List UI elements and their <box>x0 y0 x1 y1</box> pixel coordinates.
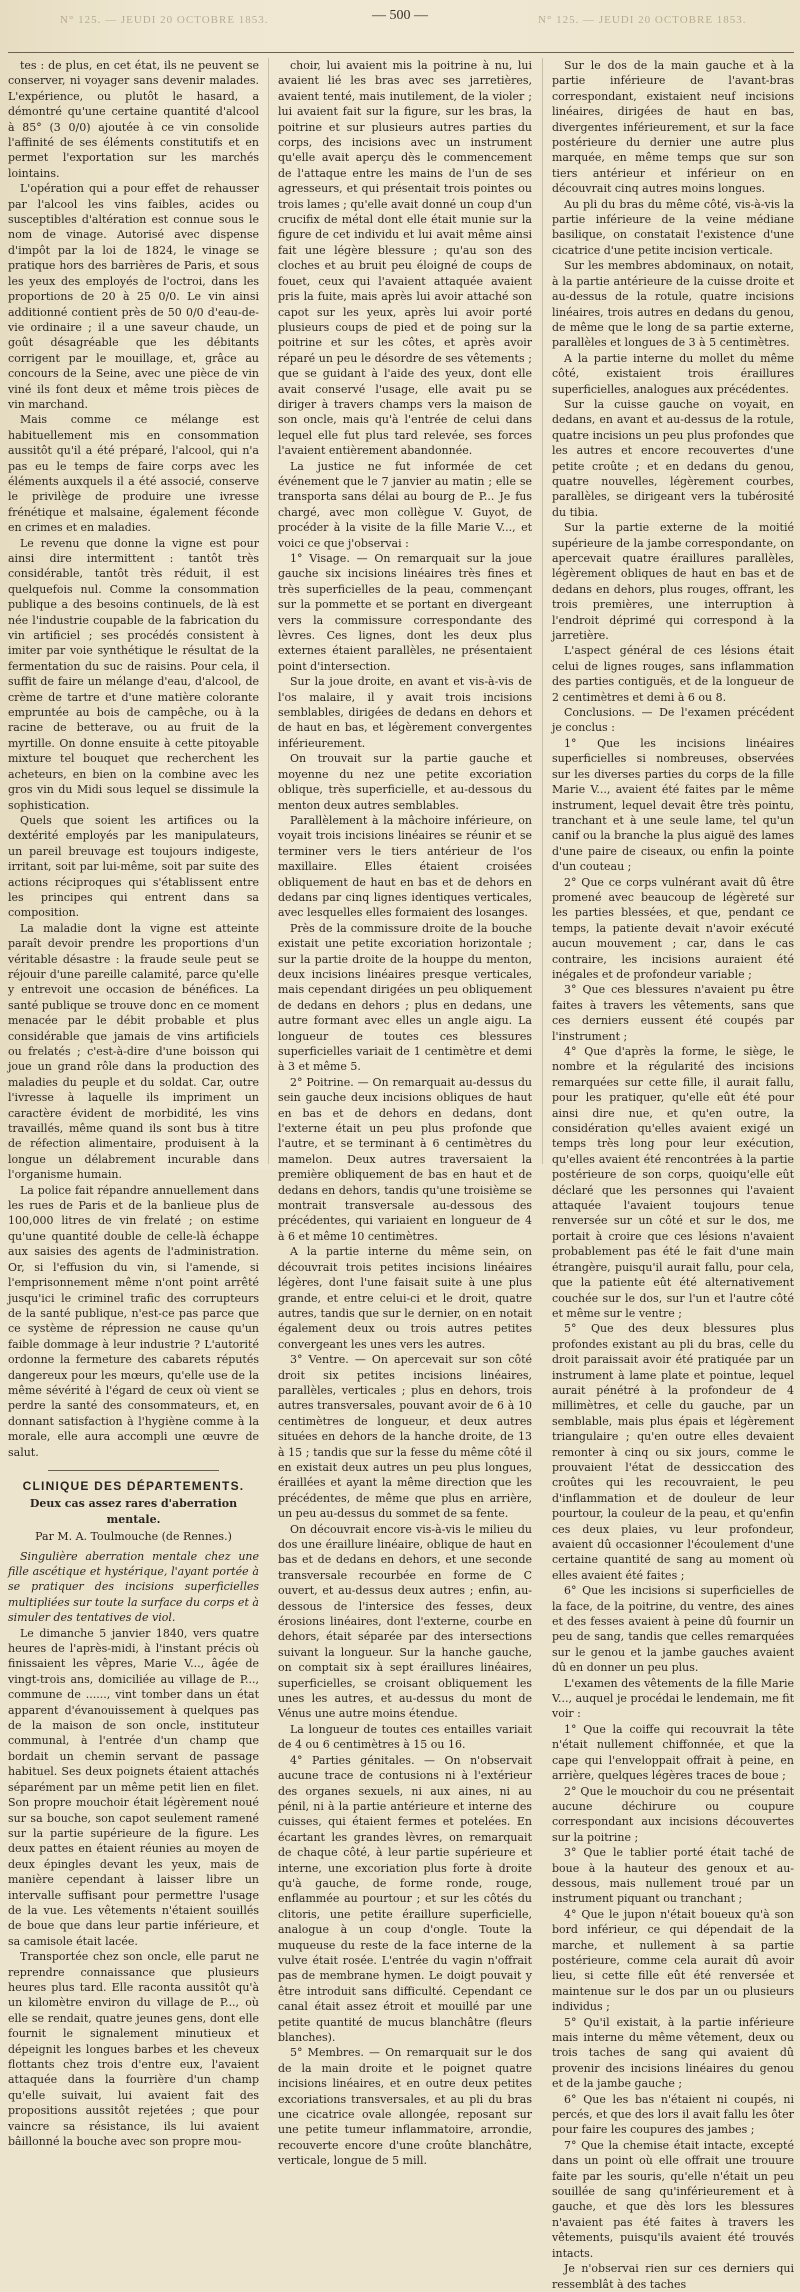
paragraph: 6° Que les incisions si superficielles de la face, de la poitrine, du ventre, des aines et des fesses avaient à peine dû fournir un peu de sang, tandis que celles remarquées sur le genou et la jambe gauches avaient dû en donner un peu plus. <box>552 1584 794 1675</box>
paragraph: 3° Que le tablier porté était taché de boue à la hauteur des genoux et au-dessous, mais nullement troué par un instrument piquant ou tranchant ; <box>552 1846 794 1906</box>
page-header <box>0 8 800 34</box>
paragraph: La police fait répandre annuellement dans les rues de Paris et de la banlieue plus de 100,000 litres de vin frelaté ; on estime qu'une quantité double de celle-là échappe aux saisies des agents de l'administration. Or, si l'effusion du vin, si l'amende, si l'emprisonnement même n'ont point arrêté jusqu'ici le criminel trafic des corrupteurs de la santé publique, n'est-ce pas parce que ce système de répression ne cause qu'un faible dommage à leur industrie ? L'autorité ordonne la fermeture des cabarets réputés dangereux pour les mœurs, qu'elle use de la même sévérité à l'égard de ceux où vient se perdre la santé des consommateurs, et, en donnant satisfaction à l'hygiène comme à la morale, elle aura accompli une œuvre de salut. <box>8 1183 259 1459</box>
paragraph: Sur la cuisse gauche on voyait, en dedans, en avant et au-dessus de la rotule, quatre incisions un peu plus profondes que les autres et encore recouvertes d'une petite croûte ; et en dedans du genou, quatre nouvelles, légèrement courbes, parallèles, se dirigeant vers la tubérosité du tibia. <box>552 397 794 519</box>
paragraph: 4° Que le jupon n'était boueux qu'à son bord inférieur, ce qui dépendait de la marche, et nullement à sa partie postérieure, comme cela aurait dû avoir lieu, si cette fille eût été renversée et maintenue sur le dos par un ou plusieurs individus ; <box>552 1907 794 2014</box>
paragraph: 1° Que les incisions linéaires superficielles si nombreuses, observées sur les diverses parties du corps de la fille Marie V..., avaient été faites par le même instrument, lequel devait être très pointu, tranchant et à une seule lame, tel qu'un canif ou la branche la plus aiguë des lames d'une paire de ciseaux, ou enfin la pointe d'un couteau ; <box>552 736 794 874</box>
paragraph: 2° Que le mouchoir du cou ne présentait aucune déchirure ou coupure correspondant aux incisions découvertes sur la poitrine ; <box>552 1784 794 1844</box>
paragraph: Transportée chez son oncle, elle parut ne reprendre connaissance que plusieurs heures plus tard. Elle raconta aussitôt qu'à un kilomètre environ du village de P..., où elle se rendait, quatre jeunes gens, dont elle fournit le signalement minutieux et dépeignit les longues barbes et les cheveux flottants chez trois d'entre eux, l'avaient attaquée dans la fourrière d'un champ qu'elle suivait, lui avaient fait des propositions aussitôt rejetées ; que pour vaincre sa résistance, ils lui avaient bâillonné la bouche avec son propre mou- <box>8 1950 259 2149</box>
article-title: Deux cas assez rares d'aberration mentale. <box>29 1497 238 1526</box>
paragraph: Le dimanche 5 janvier 1840, vers quatre heures de l'après-midi, à l'instant précis où finissaient les vêpres, Marie V..., âgée de vingt-trois ans, domiciliée au village de P..., commune de ......, vint tomber dans un état apparent d'évanouissement à quelques pas de la maison de son oncle, instituteur communal, à l'entrée d'un champ que bordait un chemin servant de passage habituel. Ses deux poignets étaient attachés séparément par un même petit lien en filet. Son propre mouchoir était légèrement noué sur sa bouche, son capot seulement ramené sur la partie supérieure de la figure. Les deux pattes en étaient réunies au moyen de deux épingles devant les yeux, mais de manière cependant à laisser libre un intervalle suffisant pour permettre l'usage de la vue. Les vêtements n'étaient souillés de boue que dans leur partie inférieure, et sa camisole était lacée. <box>8 1626 259 1948</box>
paragraph: 6° Que les bas n'étaient ni coupés, ni percés, et que des lors il avait fallu les ôter pour faire les coupures des jambes ; <box>552 2092 794 2137</box>
paragraph: 4° Que d'après la forme, le siège, le nombre et la régularité des incisions remarquées sur cette fille, il aurait fallu, pour les pratiquer, qu'elle eût été pour ainsi dire nue, et qu'en outre, la considération qu'elles avaient exigé un temps très long pour leur exécution, qu'elles avaient été rencontrées à la partie postérieure de son corps, quoiqu'elle eût déclaré que les personnes qui l'avaient attaquée l'avaient toujours tenue renversée sur un côté et sur le dos, me portait à croire que ces lésions n'avaient probablement pas été le fait d'une main étrangère, puisqu'il aurait fallu, pour cela, que la patiente eût été alternativement couchée sur le dos, sur l'un et l'autre côté et même sur le ventre ; <box>552 1045 794 1320</box>
paragraph: choir, lui avaient mis la poitrine à nu, lui avaient lié les bras avec ses jarretières, avaient tenté, mais inutilement, de la violer ; lui avaient fait sur la figure, sur les bras, la poitrine et sur plusieurs autres parties du corps, des incisions avec un instrument qu'elle avait aperçu dès le commencement de l'attaque entre les mains de l'un de ses agresseurs, et qui présentait trois pointes ou trois lames ; qu'elle avait donné un coup d'un crucifix de métal dont elle était munie sur la figure de cet individu et lui avait même ainsi fait une légère blessure ; qu'au son des cloches et au bruit peu éloigné de coups de fouet, ceux qui l'avaient attaquée avaient pris la fuite, mais après lui avoir attaché son capot sur les yeux, après lui avoir porté plusieurs coups de pied et de poing sur la poitrine et sur les côtes, et après avoir réparé un peu le désordre de ses vêtements ; que se guidant à l'aide des yeux, dont elle avait conservé l'usage, elle avait pu se diriger à travers champs vers la maison de son oncle, mais qu'à l'entrée de celui dans lequel elle fut plus tard relevée, ses forces l'avaient entièrement abandonnée. <box>278 59 532 458</box>
paragraph: 1° Que la coiffe qui recouvrait la tête n'était nullement chiffonnée, et que la cape qui l'enveloppait offrait à peine, en arrière, quelques légères traces de boue ; <box>552 1722 794 1783</box>
paragraph: Sur le dos de la main gauche et à la partie inférieure de l'avant-bras correspondant, existaient neuf incisions linéaires, dirigées de haut en bas, divergentes inférieurement, et sur la face postérieure du dernier une autre plus marquée, en même temps que sur son tiers antérieur et inférieur on en découvrait cinq autres moins longues. <box>552 59 794 196</box>
header-rule <box>8 52 794 53</box>
page-number: — 500 — <box>372 8 428 23</box>
paragraph: A la partie interne du même sein, on découvrait trois petites incisions linéaires légères, dont l'une faisait suite à une plus grande, et entre celui-ci et le droit, quatre autres, tandis que sur le dernier, on en notait également deux ou trois autres petites convergeant les unes vers les autres. <box>278 1245 532 1351</box>
column-divider <box>268 58 269 1164</box>
paragraph: 5° Que des deux blessures plus profondes existant au pli du bras, celle du droit paraissait avoir été pratiquée par un instrument à lame plate et pointue, lequel aurait pénétré à la profondeur de 4 millimètres, et celle du gauche, par un semblable, mais plus épais et légèrement triangulaire ; qu'en outre elles devaient remonter à cinq ou six jours, comme le prouvaient l'état de dessiccation des croûtes qui les recouvraient, le peu d'inflammation et de douleur de leur pourtour, la couleur de la peau, et qu'enfin ces deux plaies, vu leur profondeur, avaient dû occasionner l'écoulement d'une certaine quantité de sang au moment où elles avaient été faites ; <box>552 1322 794 1582</box>
paragraph: 2° Poitrine. — On remarquait au-dessus du sein gauche deux incisions obliques de haut en bas et de dehors en dedans, dont l'externe était un peu plus profonde que l'autre, et se terminant à 6 centimètres du mamelon. Deux autres traversaient la première obliquement de bas en haut et de dedans en dehors, tandis qu'une troisième se montrait transversale au-dessous des précédentes, qui variaient en longueur de 4 à 6 et même 10 centimètres. <box>278 1075 532 1243</box>
paragraph: La longueur de toutes ces entailles variait de 4 ou 6 centimètres à 15 ou 16. <box>278 1722 532 1752</box>
paragraph: 2° Que ce corps vulnérant avait dû être promené avec beaucoup de légèreté sur les parties blessées, et que, pendant ce temps, la patiente devait n'avoir exécuté aucun mouvement ; car, dans le cas contraire, les incisions auraient été inégales et de profondeur variable ; <box>552 875 794 981</box>
paragraph: Je n'observai rien sur ces derniers qui ressemblât à des taches <box>552 2262 794 2291</box>
paragraph: 1° Visage. — On remarquait sur la joue gauche six incisions linéaires très fines et très superficielles de la peau, commençant sur la pommette et se portant en divergeant vers la commissure correspondante des lèvres. Ces lignes, dont les deux plus externes étaient parallèles, ne présentaient point d'intersection. <box>278 552 532 673</box>
paragraph: Près de la commissure droite de la bouche existait une petite excoriation horizontale ; sur la partie droite de la houppe du menton, deux incisions linéaires presque verticales, mais cependant dirigées un peu obliquement de dedans en dehors ; plus en dedans, une autre formant avec elles un angle aigu. La longueur de toutes ces blessures superficielles variait de 1 centimètre et demi à 3 et même 5. <box>278 921 532 1074</box>
paragraph: Conclusions. — De l'examen précédent je conclus : <box>552 706 794 735</box>
header-right-bleedthrough: N° 125. — JEUDI 20 OCTOBRE 1853. <box>538 14 747 26</box>
section-divider <box>48 1470 219 1471</box>
column-3 <box>552 58 794 2291</box>
paragraph: Parallèlement à la mâchoire inférieure, on voyait trois incisions linéaires se réunir et se terminer vers le tiers antérieur de l'os maxillaire. Elles étaient croisées obliquement de haut en bas et de dehors en dedans par cinq lignes identiques verticales, avec lesquelles elles formaient des losanges. <box>278 813 532 920</box>
paragraph: 4° Parties génitales. — On n'observait aucune trace de contusions ni à l'extérieur des organes sexuels, ni aux aines, ni au pénil, ni à la partie antérieure et interne des cuisses, qui étaient fermes et potelées. En écartant les grandes lèvres, on remarquait de chaque côté, à leur partie supérieure et interne, une excoriation plus forte à droite qu'à gauche, de forme ronde, rouge, enflammée au pourtour ; et sur les côtés du clitoris, une petite éraillure superficielle, analogue à un coup d'ongle. Toute la muqueuse du reste de la face interne de la vulve était rosée. L'entrée du vagin n'offrait pas de membrane hymen. Le doigt pouvait y être introduit sans difficulté. Cependant ce canal était assez étroit et mouillé par une petite quantité de mucus blanchâtre (fleurs blanches). <box>278 1753 532 2044</box>
column-1 <box>8 58 259 2149</box>
paragraph: Sur la partie externe de la moitié supérieure de la jambe correspondante, on apercevait quatre éraillures parallèles, légèrement obliques de haut en bas et de dedans en dehors, plus rouges, offrant, les trois premières, une interruption à l'endroit déprimé qui correspond à la jarretière. <box>552 521 794 643</box>
paragraph: 7° Que la chemise était intacte, excepté dans un point où elle offrait une trouure faite par les souris, qu'elle n'était un peu souillée de sang qu'inférieurement et à gauche, et que dès lors les blessures n'avaient pas été faites à travers les vêtements, puisqu'ils avaient été trouvés intacts. <box>552 2138 794 2260</box>
paragraph: La justice ne fut informée de cet événement que le 7 janvier au matin ; elle se transporta sans délai au bourg de P... Je fus chargé, avec mon collègue V. Guyot, de procéder à la visite de la fille Marie V..., et voici ce que j'observai : <box>278 459 532 550</box>
paragraph: Le revenu que donne la vigne est pour ainsi dire intermittent : tantôt très considérable, tantôt très réduit, il est quelquefois nul. Comme la consommation publique a des besoins continuels, de là est née l'industrie coupable de la fabrication du vin artificiel ; ses procédés consistent à imiter par voie synthétique le résultat de la fermentation du suc de raisins. Pour cela, il suffit de faire un mélange d'eau, d'alcool, de crème de tartre et d'une matière colorante empruntée au bois de campêche, ou à la racine de betterave, ou au fruit de la myrtille. On donne ensuite à cette pitoyable mixture tel bouquet que recherchent les acheteurs, en bien on la combine avec les gros vin du Midi sous lequel se dissimule la sophistication. <box>8 536 259 812</box>
column-2 <box>278 58 532 2168</box>
paragraph: L'aspect général de ces lésions était celui de lignes rouges, sans inflammation des parties contiguës, et de la longueur de 2 centimètres et demi à 6 ou 8. <box>552 644 794 704</box>
paragraph: 5° Membres. — On remarquait sur le dos de la main droite et le poignet quatre incisions linéaires, et en outre deux petites excoriations transversales, et au pli du bras une cicatrice ovale allongée, reposant sur une petite tumeur inflammatoire, arrondie, recouverte encore d'une croûte blanchâtre, verticale, longue de 5 mill. <box>278 2046 532 2168</box>
article-author: Par M. A. Toulmouche (de Rennes.) <box>35 1530 232 1544</box>
section-title: CLINIQUE DES DÉPARTEMENTS. <box>22 1478 245 1493</box>
paragraph: Sur les membres abdominaux, on notait, à la partie antérieure de la cuisse droite et au-dessus de la rotule, quatre incisions linéaires, trois autres en dedans du genou, de même que le long de sa partie externe, parallèles et longues de 3 à 5 centimètres. <box>552 259 794 350</box>
paragraph: 5° Qu'il existait, à la partie inférieure mais interne du même vêtement, deux ou trois taches de sang qui avaient dû provenir des incisions linéaires du genou et de la jambe gauche ; <box>552 2015 794 2091</box>
paragraph: On découvrait encore vis-à-vis le milieu du dos une éraillure linéaire, oblique de haut en bas et de dedans en dehors, et une seconde transversale recourbée en forme de C ouvert, et au-dessus deux autres ; enfin, au-dessous de l'intersice des fesses, deux érosions linéaires, dont l'externe, courbe en dehors, était séparée par des intersections suivant la longueur. Sur la hanche gauche, on comptait six à sept éraillures linéaires, superficielles, se croisant obliquement les unes les autres, et au-dessus du mont de Vénus une autre moins étendue. <box>278 1522 532 1721</box>
header-left-bleedthrough: N° 125. — JEUDI 20 OCTOBRE 1853. <box>60 14 269 26</box>
paragraph: tes : de plus, en cet état, ils ne peuvent se conserver, ni voyager sans devenir malades. L'expérience, ou plutôt le hasard, a démontré qu'une certaine quantité d'alcool à 85° (3 0/0) ajoutée à ce vin consolide l'affinité de ses éléments constitutifs et en permet l'exportation sur les marchés lointains. <box>8 59 259 180</box>
paragraph: Mais comme ce mélange est habituellement mis en consommation aussitôt qu'il a été préparé, l'alcool, qui n'a pas eu le temps de faire corps avec les éléments auxquels il a été associé, conserve le privilège de produire une ivresse frénétique et malsaine, également féconde en crimes et en maladies. <box>8 413 259 535</box>
article-abstract: Singulière aberration mentale chez une fille ascétique et hystérique, l'ayant portée à se pratiquer des incisions superficielles multipliées sur toute la surface du corps et à simuler des tentatives de viol. <box>8 1549 259 1625</box>
paragraph: L'opération qui a pour effet de rehausser par l'alcool les vins faibles, acides ou susceptibles d'altération est connue sous le nom de vinage. Autorisé avec dispense d'impôt par la loi de 1824, le vinage se pratique hors des barrières de Paris, et sous les yeux des employés de l'octroi, dans les proportions de 20 à 25 0/0. Le vin ainsi additionné contient près de 50 0/0 d'eau-de-vie ordinaire ; il a une saveur chaude, un goût désagréable que les débitants corrigent par le mouillage, et, grâce au concours de la Seine, avec une pièce de vin viné ils font deux et même trois pièces de vin marchand. <box>8 182 259 411</box>
paragraph: A la partie interne du mollet du même côté, existaient trois éraillures superficielles, analogues aux précédentes. <box>552 351 794 396</box>
paragraph: L'examen des vêtements de la fille Marie V..., auquel je procédai le lendemain, me fit voir : <box>552 1676 794 1721</box>
paragraph: On trouvait sur la partie gauche et moyenne du nez une petite excoriation oblique, très superficielle, et au-dessous du menton deux autres semblables. <box>278 752 532 812</box>
paragraph: 3° Que ces blessures n'avaient pu être faites à travers les vêtements, sans que ces derniers eussent été coupés par l'instrument ; <box>552 983 794 1043</box>
column-divider <box>542 58 543 1164</box>
paragraph: Au pli du bras du même côté, vis-à-vis la partie inférieure de la veine médiane basilique, on constatait l'existence d'une cicatrice d'une petite incision verticale. <box>552 197 794 257</box>
paragraph: 3° Ventre. — On apercevait sur son côté droit six petites incisions linéaires, parallèles, verticales ; plus en dehors, trois autres transversales, pouvant avoir de 6 à 10 centimètres de longueur, et deux autres situées en dehors de la hanche droite, de 13 à 15 ; tandis que sur la fesse du même côté il en existait deux autres un peu plus longues, éraillées et ayant la même direction que les précédentes, de même que plus en arrière, un peu au-dessus du sommet de sa fente. <box>278 1353 532 1521</box>
paragraph: Sur la joue droite, en avant et vis-à-vis de l'os malaire, il y avait trois incisions semblables, dirigées de dedans en dehors et de haut en bas, et légèrement convergentes inférieurement. <box>278 675 532 750</box>
paragraph: La maladie dont la vigne est atteinte paraît devoir prendre les proportions d'un véritable désastre : la fraude seule peut se réjouir d'une pareille calamité, parce qu'elle y entrevoit une occasion de bénéfices. La santé publique se trouve donc en ce moment menacée par le débit probable et plus considérable que jamais de vins artificiels ou frelatés ; c'est-à-dire d'une boisson qui joue un grand rôle dans la production des maladies du peuple et du soldat. Car, outre l'ivresse à laquelle ils impriment un caractère évident de morbidité, les vins travaillés, même quand ils sont bus à titre de réfection alimentaire, produisent à la longue un délabrement incurable dans l'organisme humain. <box>8 921 259 1182</box>
paragraph: Quels que soient les artifices ou la dextérité employés par les manipulateurs, un pareil breuvage est toujours indigeste, irritant, soit par lui-même, soit par suite des actions réciproques qui s'établissent entre les principes qui entrent dans sa composition. <box>8 813 259 920</box>
